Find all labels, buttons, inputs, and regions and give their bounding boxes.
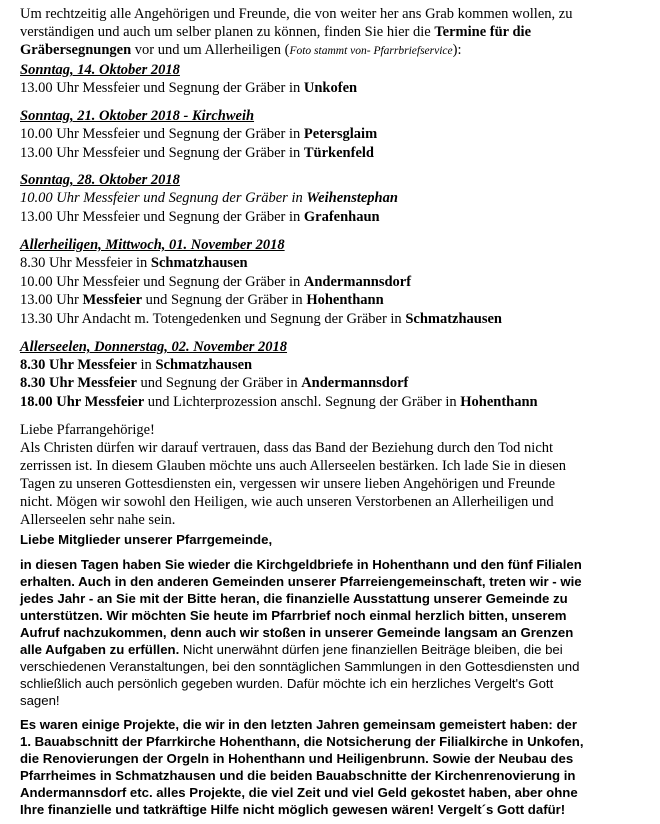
projects-line: Andermannsdorf etc. alles Projekte, die viel Zeit und viel Geld gekostet haben, aber ohne (20, 785, 578, 800)
appeal-line: in diesen Tagen haben Sie wieder die Kirchgeldbriefe in Hohenthann und den fünf Filialen (20, 557, 582, 572)
appeal-line: erhalten. Auch in den anderen Gemeinden unserer Pfarreiengemeinschaft, treten wir - wie (20, 574, 582, 589)
appeal-line (20, 641, 563, 658)
schedule-item-text: 13.00 Uhr (20, 292, 83, 308)
projects-line: Es waren einige Projekte, die wir in den letzten Jahren gemeinsam gemeistert haben: der (20, 717, 577, 732)
appeal-emphasis: alle Aufgaben zu erfüllen. (20, 642, 180, 657)
schedule-item (20, 374, 408, 392)
appeal-text: Nicht unerwähnt dürfen jene finanziellen Beiträge bleiben, die bei (179, 642, 563, 657)
schedule-place: Türkenfeld (303, 145, 374, 161)
appeal-line: schließlich auch persönlich gegeben wurden. Dafür möchte ich ein herzliches Vergelt's Gott (20, 676, 554, 691)
schedule-item-text: 13.00 Uhr Messfeier und Segnung der Gräber in (20, 145, 304, 161)
schedule-item-text: 13.00 Uhr Messfeier und Segnung der Gräber in (20, 80, 304, 96)
appeal-line: Aufruf nachzukommen, denn auch wir stoßen in unserer Gemeinde langsam an Grenzen (20, 625, 574, 640)
schedule-place: Hohenthann (460, 394, 538, 410)
schedule-item (20, 273, 411, 291)
schedule-item (20, 393, 538, 411)
letter-line: zerrissen ist. In diesem Glauben möchte uns auch Allerseelen bestärken. Ich lade Sie in diesen (20, 458, 566, 474)
intro-emphasis: Termine für die (434, 24, 532, 40)
projects-line: 1. Bauabschnitt der Pfarrkirche Hohenthann, die Notsicherung der Filialkirche in Unkofen, (20, 734, 584, 749)
intro-line (20, 5, 572, 23)
schedule-heading: Sonntag, 14. Oktober 2018 (20, 62, 180, 78)
appeal-line: verschiedenen Veranstaltungen, bei den sonntäglichen Sammlungen in den Gottesdiensten und (20, 659, 580, 674)
appeal-line: jedes Jahr - an Sie mit der Bitte heran, die finanzielle Ausstattung unserer Gemeinde zu (20, 591, 568, 606)
schedule-item-text: und Segnung der Gräber in (142, 292, 307, 308)
schedule-heading: Allerseelen, Donnerstag, 02. November 2018 (20, 339, 288, 355)
appeal-greeting: Liebe Mitglieder unserer Pfarrgemeinde, (20, 532, 273, 547)
letter-greeting: Liebe Pfarrangehörige! (20, 422, 155, 438)
schedule-item-text: und Segnung der Gräber in (136, 375, 302, 391)
schedule-place: Grafenhaun (303, 209, 380, 225)
photo-credit: Foto stammt von- Pfarrbriefservice (289, 45, 453, 57)
intro-text: ): (452, 42, 462, 58)
schedule-place: Petersglaim (303, 126, 378, 142)
appeal-line: unterstützen. Wir möchten Sie heute im Pfarrbrief noch einmal herzlich bitten, unserem (20, 608, 567, 623)
schedule-heading: Sonntag, 21. Oktober 2018 - Kirchweih (20, 108, 255, 124)
schedule-emphasis: 8.30 Uhr Messfeier (20, 375, 137, 391)
schedule-place: Schmatzhausen (150, 255, 248, 271)
schedule-place: Schmatzhausen (405, 311, 502, 327)
schedule-emphasis: Messfeier (82, 292, 143, 308)
intro-line (20, 23, 531, 41)
schedule-place: Andermannsdorf (303, 274, 412, 290)
letter-line: Tagen zu unseren Gottesdiensten ein, vergessen wir unsere lieben Angehörigen und Freunde (20, 476, 556, 492)
intro-emphasis: Gräbersegnungen (20, 42, 132, 58)
schedule-item (20, 144, 374, 162)
intro-line (20, 41, 462, 60)
schedule-heading: Allerheiligen, Mittwoch, 01. November 2018 (20, 237, 285, 253)
schedule-item-text: 8.30 Uhr Messfeier in (20, 255, 151, 271)
intro-text: Um rechtzeitig alle Angehörigen und Freunde, die von weiter her ans Grab kommen wollen, zu (20, 6, 573, 22)
schedule-item-text: 10.00 Uhr Messfeier und Segnung der Gräber in (20, 126, 304, 142)
letter-line: Allerseelen sehr nahe sein. (20, 512, 176, 528)
schedule-item (20, 356, 252, 374)
schedule-emphasis: 8.30 Uhr Messfeier (20, 357, 137, 373)
schedule-item-text: 13.00 Uhr Messfeier und Segnung der Gräber in (20, 209, 304, 225)
projects-line: die Renovierungen der Orgeln in Hohenthann und Heiligenbrunn. Sowie der Neubau des (20, 751, 574, 766)
schedule-item-text: 10.00 Uhr Messfeier und Segnung der Gräber in (20, 274, 304, 290)
projects-line: Ihre finanzielle und tatkräftige Hilfe nicht möglich gewesen wären! Vergelt´s Gott dafür! (20, 802, 566, 817)
schedule-item-text: 13.30 Uhr Andacht m. Totengedenken und Segnung der Gräber in (20, 311, 406, 327)
schedule-item (20, 208, 380, 226)
schedule-item-text: 10.00 Uhr Messfeier und Segnung der Gräber in (20, 190, 307, 206)
schedule-item (20, 125, 377, 143)
schedule-item (20, 189, 398, 207)
schedule-item (20, 79, 357, 97)
letter-line: nicht. Mögen wir sowohl den Heiligen, wie auch unseren Verstorbenen an Allerheiligen und (20, 494, 554, 510)
schedule-place: Schmatzhausen (155, 357, 253, 373)
projects-line: Pfarrheimes in Schmatzhausen und die beiden Bauabschnitte der Kirchenrenovierung in (20, 768, 576, 783)
schedule-item-text: und Lichterprozession anschl. Segnung der Gräber in (144, 394, 461, 410)
schedule-heading: Sonntag, 28. Oktober 2018 (20, 172, 180, 188)
intro-text: vor und um Allerheiligen ( (131, 42, 290, 58)
schedule-item (20, 254, 248, 272)
letter-line: Als Christen dürfen wir darauf vertrauen, dass das Band der Beziehung durch den Tod nicht (20, 440, 554, 456)
schedule-place: Unkofen (303, 80, 358, 96)
schedule-item (20, 310, 502, 328)
schedule-place: Weihenstephan (306, 190, 398, 206)
schedule-emphasis: 18.00 Uhr Messfeier (20, 394, 145, 410)
schedule-place: Hohenthann (306, 292, 384, 308)
schedule-item-text: in (136, 357, 156, 373)
schedule-item (20, 291, 384, 309)
intro-text: verständigen und auch um selber planen zu können, finden Sie hier die (20, 24, 431, 40)
appeal-line: sagen! (20, 693, 60, 708)
schedule-place: Andermannsdorf (301, 375, 409, 391)
